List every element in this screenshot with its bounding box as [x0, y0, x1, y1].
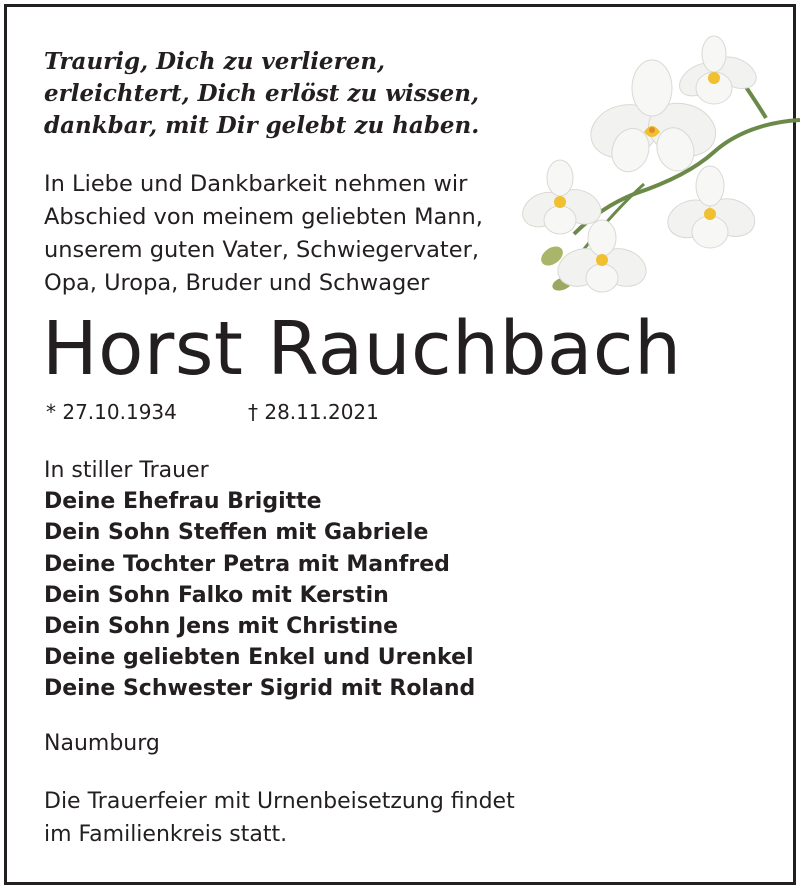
- birth-date: * 27.10.1934: [46, 400, 177, 424]
- intro-line: Abschied von meinem geliebten Mann,: [44, 204, 483, 230]
- funeral-notice: [44, 785, 515, 851]
- poem: [44, 46, 479, 142]
- mourners-heading: In stiller Trauer: [44, 458, 209, 483]
- poem-line: Traurig, Dich zu verlieren,: [44, 48, 386, 75]
- poem-line: erleichtert, Dich erlöst zu wissen,: [44, 80, 480, 107]
- mourner: Dein Sohn Steffen mit Gabriele: [44, 520, 429, 546]
- orchid-icon: [514, 34, 800, 296]
- mourner: Deine Tochter Petra mit Manfred: [44, 551, 450, 577]
- intro-line: unserem guten Vater, Schwiegervater,: [44, 237, 479, 263]
- life-dates: [46, 397, 379, 427]
- funeral-notice-line: im Familienkreis statt.: [44, 822, 288, 847]
- poem-line: dankbar, mit Dir gelebt zu haben.: [44, 112, 480, 139]
- deceased-name: Horst Rauchbach: [42, 306, 682, 392]
- mourner: Deine Schwester Sigrid mit Roland: [44, 676, 476, 702]
- funeral-notice-line: Die Trauerfeier mit Urnenbeisetzung findet: [44, 789, 515, 814]
- death-date: † 28.11.2021: [248, 400, 379, 424]
- intro-line: Opa, Uropa, Bruder und Schwager: [44, 270, 430, 296]
- intro-line: In Liebe und Dankbarkeit nehmen wir: [44, 171, 468, 197]
- mourner: Deine Ehefrau Brigitte: [44, 489, 322, 515]
- mourners-list: [44, 455, 475, 705]
- intro-text: [44, 168, 483, 300]
- mourner: Deine geliebten Enkel und Urenkel: [44, 645, 474, 671]
- place: Naumburg: [44, 731, 160, 756]
- mourner: Dein Sohn Jens mit Christine: [44, 614, 399, 640]
- mourner: Dein Sohn Falko mit Kerstin: [44, 582, 389, 608]
